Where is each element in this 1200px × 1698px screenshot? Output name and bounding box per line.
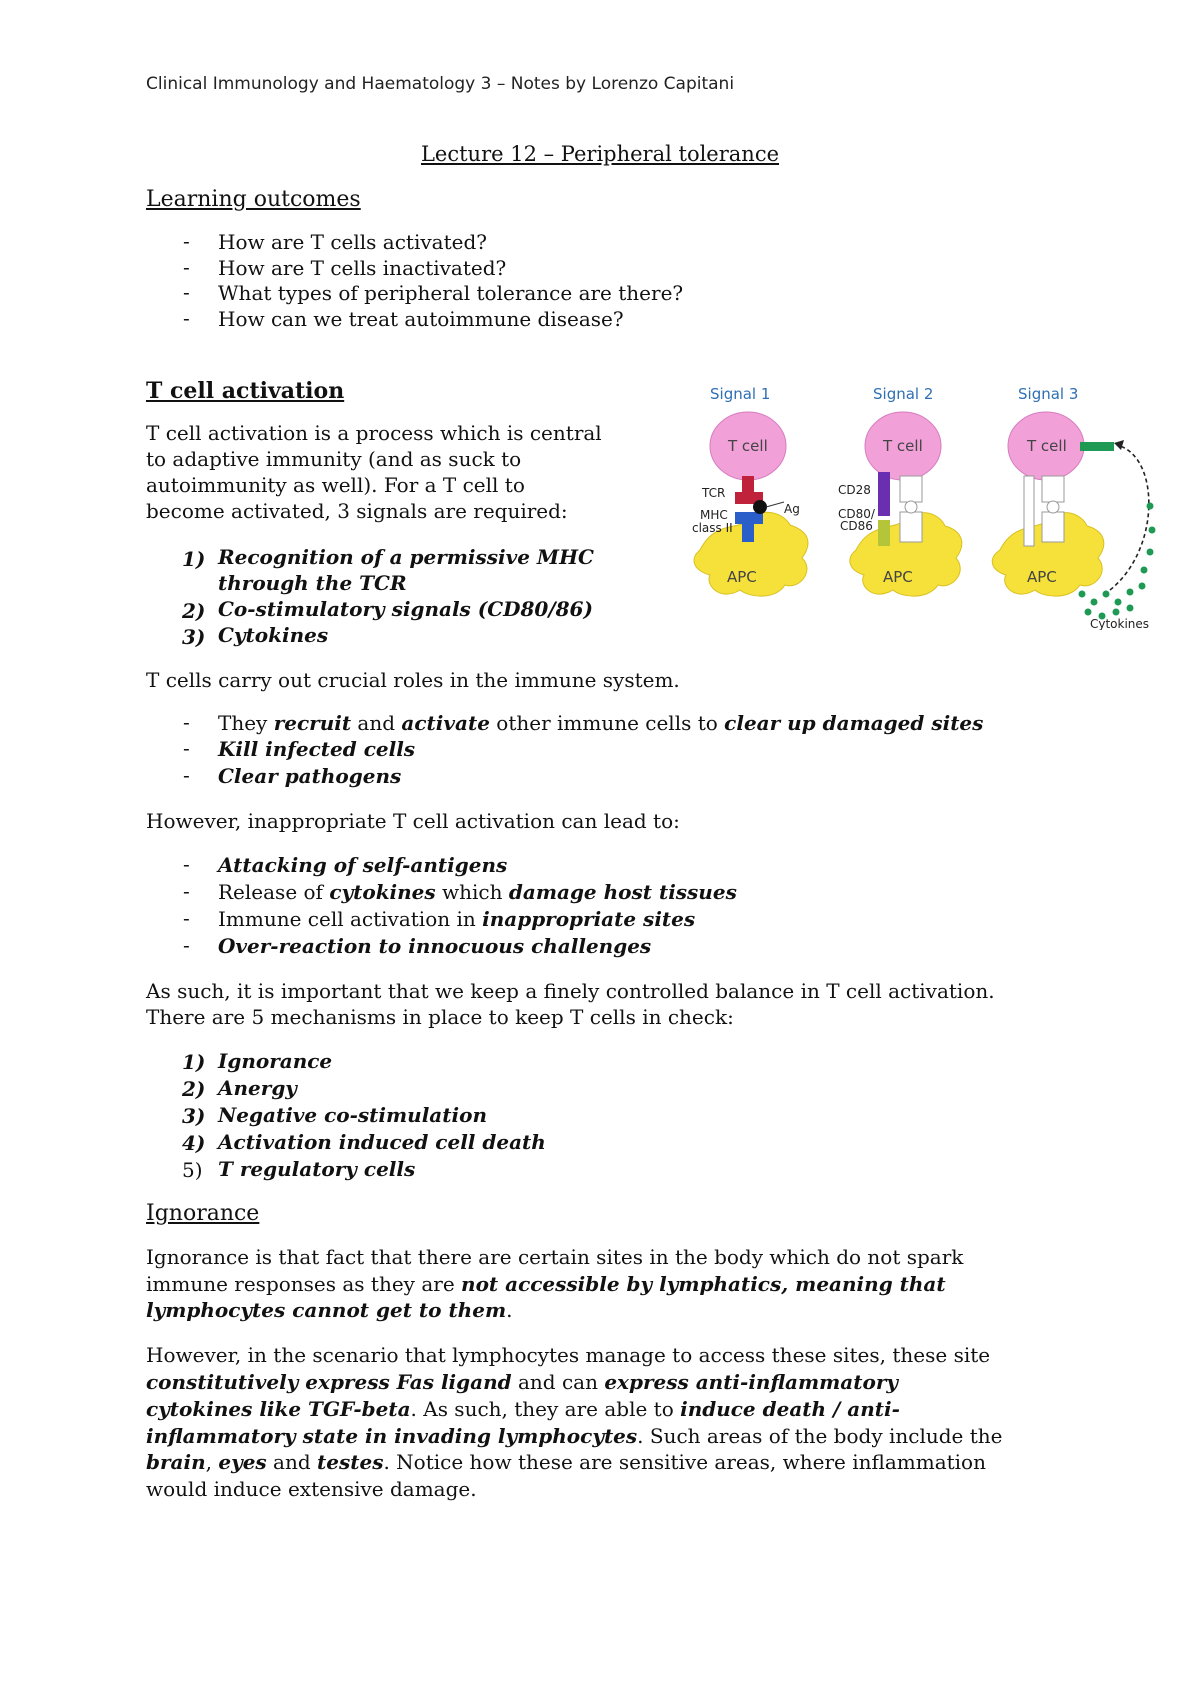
text-line: T cell activation is a process which is central [146,421,602,445]
bullet-dash: - [183,906,190,930]
list-item: Cytokines [218,623,329,647]
learning-outcomes-heading: Learning outcomes [146,187,361,212]
list-item: Release of cytokines which damage host tissues [218,880,737,904]
list-number: 2) [182,1077,206,1101]
cd28-label: CD28 [838,483,871,497]
text-line: constitutively express Fas ligand and can express anti-inflammatory [146,1370,898,1394]
antigen-pointer [766,502,784,507]
t-cell-label: T cell [1027,437,1067,455]
cd28-receptor [878,472,890,516]
text-line: Ignorance is that fact that there are certain sites in the body which do not spark [146,1245,964,1269]
antigen-outline [905,501,917,513]
cd86-label: CD86 [840,519,873,533]
text-line: to adaptive immunity (and as suck to [146,447,522,471]
ignorance-heading: Ignorance [146,1201,260,1226]
list-number: 1) [182,547,206,571]
bullet-dash: - [183,229,190,253]
tcr-outline [1042,476,1064,502]
list-number: 1) [182,1050,206,1074]
text-line: cytokines like TGF-beta. As such, they are able to induce death / anti- [146,1397,900,1421]
bullet-dash: - [183,736,190,760]
text-line: However, in the scenario that lymphocytes manage to access these sites, these site [146,1343,991,1367]
list-number: 4) [182,1131,206,1155]
list-item: Anergy [218,1076,297,1100]
list-item-continued: through the TCR [218,571,407,595]
bullet-dash: - [183,879,190,903]
apc-label: APC [1027,568,1057,586]
list-item: How can we treat autoimmune disease? [218,307,624,331]
text-line: would induce extensive damage. [146,1477,477,1501]
bullet-dash: - [183,852,190,876]
text-line: lymphocytes cannot get to them. [146,1298,513,1322]
list-item: Over-reaction to innocuous challenges [218,934,652,958]
text-line: become activated, 3 signals are required: [146,499,568,523]
t-cell-label: T cell [883,437,923,455]
mhc-outline [1042,512,1064,542]
apc-label: APC [727,568,757,586]
bullet-dash: - [183,933,190,957]
antigen-outline [1047,501,1059,513]
list-item: Co-stimulatory signals (CD80/86) [218,597,593,621]
cytokine-receptor [1080,442,1114,451]
bullet-dash: - [183,255,190,279]
apc-label: APC [883,568,913,586]
arrow-head-icon [1114,440,1124,450]
list-item: Attacking of self-antigens [218,853,508,877]
list-item: How are T cells inactivated? [218,256,507,280]
list-number: 5) [182,1158,203,1182]
panel-signal-1 [692,412,808,596]
bullet-dash: - [183,306,190,330]
tcr-label: TCR [702,486,726,500]
bullet-dash: - [183,763,190,787]
list-item: They recruit and activate other immune cells to clear up damaged sites [218,711,984,735]
inappropriate-intro: However, inappropriate T cell activation can lead to: [146,809,680,833]
receptor-outline [1024,476,1034,546]
panel-signal-3 [992,412,1155,630]
bullet-dash: - [183,280,190,304]
ag-label: Ag [784,502,800,516]
bullet-dash: - [183,710,190,734]
t-cell-label: T cell [728,437,768,455]
mhc-outline [900,512,922,542]
tcr-outline [900,476,922,502]
t-cell-activation-heading: T cell activation [146,378,345,404]
signal-1-label: Signal 1 [710,385,771,403]
text-line: There are 5 mechanisms in place to keep T cells in check: [146,1005,734,1029]
list-item: How are T cells activated? [218,230,487,254]
signal-2-label: Signal 2 [873,385,934,403]
text-line: immune responses as they are not accessible by lymphatics, meaning that [146,1272,946,1296]
mhc-class-label: class II [692,521,733,535]
mhc-label: MHC [700,508,728,522]
list-item: Kill infected cells [218,737,416,761]
list-item: Immune cell activation in inappropriate sites [218,907,696,931]
list-item: Negative co-stimulation [218,1103,487,1127]
cytokines-label: Cytokines [1090,617,1150,630]
list-item: Recognition of a permissive MHC [218,545,594,569]
cd80-label: CD80/ [838,507,875,521]
list-item: Ignorance [218,1049,333,1073]
list-item: Clear pathogens [218,764,402,788]
panel-signal-2 [838,412,962,596]
cd80-receptor [878,520,890,546]
page-header: Clinical Immunology and Haematology 3 – Notes by Lorenzo Capitani [146,74,735,94]
mhc-stem [742,516,754,542]
text-line: brain, eyes and testes. Notice how these are sensitive areas, where inflammation [146,1450,986,1474]
list-number: 2) [182,599,206,623]
roles-intro: T cells carry out crucial roles in the immune system. [146,668,680,692]
text-line: autoimmunity as well). For a T cell to [146,473,525,497]
antigen-icon [753,500,767,514]
list-number: 3) [182,625,206,649]
t-cell-signals-figure [690,380,1160,630]
page-title: Lecture 12 – Peripheral tolerance [420,142,780,166]
list-item: Activation induced cell death [218,1130,546,1154]
list-number: 3) [182,1104,206,1128]
text-line: As such, it is important that we keep a finely controlled balance in T cell activation. [146,979,995,1003]
list-item: T regulatory cells [218,1157,416,1181]
signal-3-label: Signal 3 [1018,385,1079,403]
list-item: What types of peripheral tolerance are there? [218,281,684,305]
text-line: inflammatory state in invading lymphocytes. Such areas of the body include the [146,1424,1003,1448]
